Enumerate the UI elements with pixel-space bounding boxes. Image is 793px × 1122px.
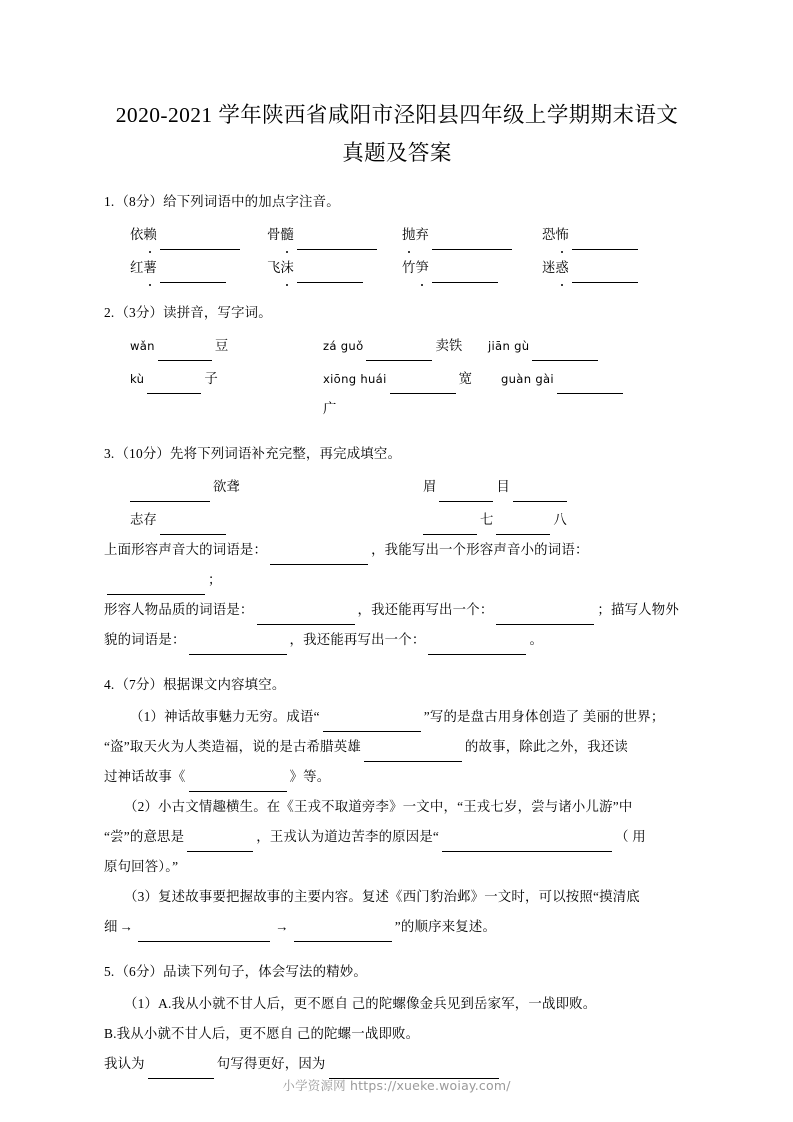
fill-text: ；描写人物外 [597, 602, 679, 617]
question-4-stem [104, 670, 690, 700]
answer-blank[interactable] [297, 234, 377, 250]
page-content [104, 96, 690, 1079]
question-1-stem [104, 187, 690, 217]
question-5-number: 5. [104, 964, 115, 979]
answer-blank[interactable] [130, 486, 210, 502]
answer-blank[interactable] [496, 519, 550, 535]
answer-blank[interactable] [428, 639, 526, 655]
question-4-sub-2-line-3 [104, 852, 690, 882]
question-4 [104, 670, 690, 942]
question-3-idiom-row-2 [130, 505, 690, 535]
question-2-row-2 [130, 364, 690, 394]
word-prefix: 飞 [267, 260, 281, 275]
question-3-stem [104, 439, 690, 469]
radical-char: 广 [323, 401, 337, 416]
sub-text: 句写得更好，因为 [216, 1056, 326, 1071]
dotted-char: 髓 [280, 220, 293, 250]
footer-watermark: 小学资源网 https://xueke.woiay.com/ [282, 1078, 511, 1093]
answer-blank[interactable] [423, 519, 477, 535]
question-3-idiom-row-1 [130, 472, 690, 502]
answer-blank[interactable] [160, 234, 240, 250]
answer-blank[interactable] [439, 486, 493, 502]
word-prefix: 骨 [267, 227, 281, 242]
question-4-sub-1-line-1 [104, 702, 690, 732]
answer-blank[interactable] [160, 267, 226, 283]
pinyin-text: xiōng huái [323, 372, 387, 386]
question-3-fill-line-1 [104, 535, 690, 595]
question-1 [104, 187, 690, 283]
sub-text: “尝”的意思是 [104, 829, 185, 844]
sub-text: 我认为 [104, 1056, 145, 1071]
dotted-char: 怖 [555, 220, 568, 250]
answer-blank[interactable] [390, 378, 456, 394]
question-4-sub-1-line-2 [104, 732, 690, 762]
answer-blank[interactable] [532, 345, 598, 361]
answer-blank[interactable] [294, 926, 392, 942]
answer-blank[interactable] [366, 345, 432, 361]
sub-text: （1）神话故事魅力无穷。成语“ [130, 709, 320, 724]
question-4-number: 4. [104, 677, 115, 692]
question-3-fill-line-3 [104, 625, 690, 655]
question-1-number: 1. [104, 194, 115, 209]
dotted-char: 惑 [555, 253, 568, 283]
idiom-text: 八 [553, 512, 567, 527]
idiom-text: 志存 [130, 512, 157, 527]
answer-blank[interactable] [496, 609, 594, 625]
question-5-stem [104, 957, 690, 987]
question-1-text: 给下列词语中的加点字注音。 [163, 194, 340, 209]
word-item [402, 253, 542, 283]
dotted-char: 笋 [415, 253, 428, 283]
word-prefix: 依 [130, 227, 144, 242]
idiom-text: 欲聋 [213, 479, 240, 494]
word-item [542, 220, 641, 250]
answer-blank[interactable] [270, 549, 368, 565]
idiom-item [130, 505, 423, 535]
word-suffix: 弃 [415, 227, 429, 242]
answer-blank[interactable] [189, 776, 287, 792]
pinyin-item [323, 364, 501, 394]
answer-blank[interactable] [147, 378, 201, 394]
pinyin-text: zá guǒ [323, 339, 364, 353]
sub-text: “盗”取天火为人类造福，说的是古希腊英雄 [104, 739, 361, 754]
answer-blank[interactable] [160, 519, 226, 535]
question-4-sub-2-line-1 [104, 792, 690, 822]
fill-text: ，我还能再写出一个： [289, 632, 426, 647]
sub-text: （ 用 [615, 829, 646, 844]
page-title [104, 96, 690, 172]
answer-blank[interactable] [297, 267, 363, 283]
word-prefix: 迷 [542, 260, 556, 275]
fill-text: ，我还能再写出一个： [357, 602, 494, 617]
title-line-1: 2020-2021 学年陕西省咸阳市泾阳县四年级上学期期末语文 [115, 103, 679, 127]
word-item [267, 253, 402, 283]
fill-text: 。 [529, 632, 544, 647]
pinyin-suffix: 豆 [214, 338, 229, 353]
question-5-answer-line [104, 1049, 690, 1079]
question-4-sub-3-line-2 [104, 912, 690, 942]
arrow-icon: → [275, 919, 289, 934]
question-2 [104, 298, 690, 424]
dotted-char: 沫 [280, 253, 293, 283]
question-5-points: （6分） [115, 964, 164, 979]
question-1-row-2 [130, 253, 690, 283]
word-prefix: 恐 [542, 227, 556, 242]
question-1-row-1 [130, 220, 690, 250]
question-3-points: （10分） [115, 446, 171, 461]
dotted-char: 薯 [143, 253, 156, 283]
answer-blank[interactable] [257, 609, 355, 625]
sub-text: ，王戎认为道边苦李的原因是“ [256, 829, 440, 844]
word-item [542, 253, 641, 283]
sub-text: 的故事，除此之外，我还读 [464, 739, 629, 754]
sub-text: ”写的是盘古用身体创造了 美丽的世界； [423, 709, 665, 724]
sub-text: 》等。 [289, 769, 331, 784]
fill-text: ； [208, 572, 222, 587]
question-3-text: 先将下列词语补充完整，再完成填空。 [170, 446, 402, 461]
answer-blank[interactable] [572, 267, 638, 283]
dotted-char: 抛 [402, 220, 415, 250]
pinyin-item [323, 331, 488, 361]
question-5-option-a [104, 989, 690, 1019]
pinyin-item [130, 364, 323, 394]
pinyin-item [130, 331, 323, 361]
answer-blank[interactable] [187, 836, 253, 852]
question-2-text: 读拼音，写字词。 [163, 305, 272, 320]
idiom-item [423, 472, 570, 502]
pinyin-item [488, 331, 601, 361]
fill-text: 形容人物品质的词语是： [104, 602, 254, 617]
word-item [130, 220, 267, 250]
question-4-text: 根据课文内容填空。 [163, 677, 286, 692]
question-3 [104, 439, 690, 655]
title-line-2: 真题及答案 [342, 141, 452, 165]
question-3-fill-line-2 [104, 595, 690, 625]
question-4-points: （7分） [115, 677, 164, 692]
pinyin-suffix: 宽 [458, 371, 472, 386]
sub-text: 原句回答）。” [104, 859, 179, 874]
idiom-item [423, 505, 567, 535]
question-2-points: （3分） [115, 305, 164, 320]
answer-blank[interactable] [442, 836, 612, 852]
question-2-number: 2. [104, 305, 115, 320]
question-4-sub-1-line-3 [104, 762, 690, 792]
question-5-text: 品读下列句子，体会写法的精妙。 [163, 964, 367, 979]
sub-text: B.我从小就不甘人后，更不愿自 己的陀螺一战即败。 [104, 1026, 420, 1041]
dotted-char: 赖 [143, 220, 156, 250]
pinyin-suffix: 卖铁 [435, 338, 463, 353]
question-4-sub-3-line-1 [104, 882, 690, 912]
pinyin-text: kù [130, 372, 145, 386]
answer-blank[interactable] [107, 579, 205, 595]
word-item [267, 220, 402, 250]
question-3-number: 3. [104, 446, 115, 461]
pinyin-suffix: 子 [204, 371, 218, 386]
question-2-row-3 [130, 394, 690, 424]
pinyin-text: guàn gài [501, 372, 554, 386]
answer-blank[interactable] [432, 234, 512, 250]
sub-text: 过神话故事《 [104, 769, 186, 784]
question-2-row-1 [130, 331, 690, 361]
sub-text: （2）小古文情趣横生。在《王戎不取道旁李》一文中，“王戎七岁，尝与诸小儿游”中 [124, 799, 633, 814]
answer-blank[interactable] [557, 378, 623, 394]
question-3-body [104, 472, 690, 535]
pinyin-text: wǎn [130, 339, 155, 353]
answer-blank[interactable] [572, 234, 638, 250]
answer-blank[interactable] [323, 716, 421, 732]
word-item [402, 220, 542, 250]
word-item [130, 253, 267, 283]
answer-blank[interactable] [158, 345, 212, 361]
idiom-item [130, 472, 423, 502]
idiom-text: 目 [496, 479, 510, 494]
sub-text: （1）A.我从小就不甘人后，更不愿自 己的陀螺像金兵见到岳家军，一战即败。 [124, 996, 597, 1011]
word-prefix: 竹 [402, 260, 416, 275]
question-2-stem [104, 298, 690, 328]
arrow-icon: → [119, 919, 134, 934]
question-1-points: （8分） [115, 194, 164, 209]
answer-blank[interactable] [189, 639, 287, 655]
answer-blank[interactable] [138, 926, 270, 942]
pinyin-text: jiān gù [488, 339, 530, 353]
fill-text: 貌的词语是： [104, 632, 186, 647]
sub-text: ”的顺序来复述。 [394, 919, 497, 934]
idiom-text: 眉 [423, 479, 437, 494]
question-1-body [104, 220, 690, 283]
fill-text: 上面形容声音大的词语是： [104, 542, 268, 557]
idiom-text: 七 [480, 512, 494, 527]
answer-blank[interactable] [513, 486, 567, 502]
fill-text: ，我能写出一个形容声音小的词语： [371, 542, 589, 557]
sub-text: 细 [104, 919, 118, 934]
pinyin-item [501, 364, 626, 394]
answer-blank[interactable] [364, 746, 462, 762]
word-prefix: 红 [130, 260, 144, 275]
sub-text: （3）复述故事要把握故事的主要内容。复述《西门豹治邺》一文时，可以按照“摸清底 [124, 889, 640, 904]
question-4-sub-2-line-2 [104, 822, 690, 852]
question-5-option-b [104, 1019, 690, 1049]
question-2-body [104, 331, 690, 424]
answer-blank[interactable] [432, 267, 498, 283]
question-5 [104, 957, 690, 1079]
